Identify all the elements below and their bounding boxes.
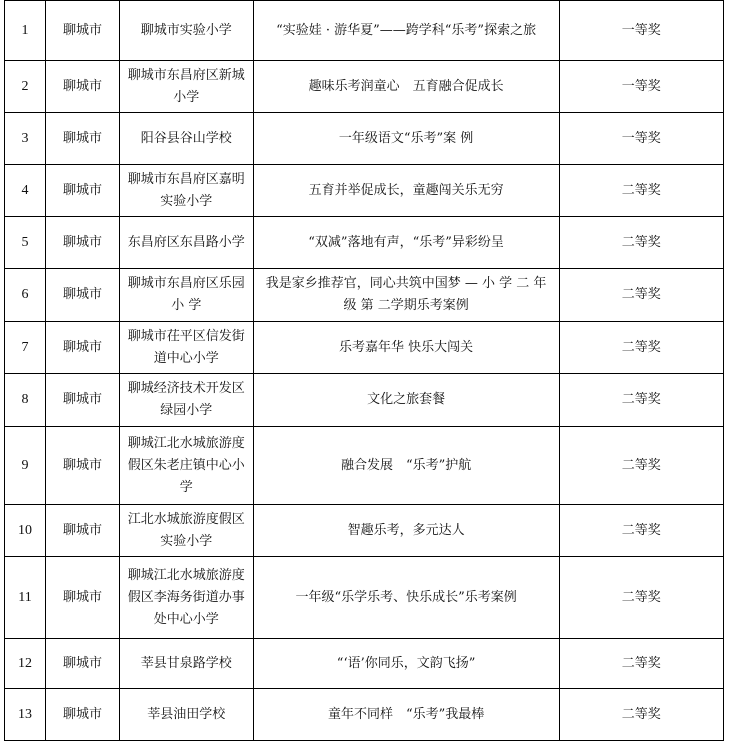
award-cell: 一等奖 — [559, 113, 723, 165]
table-row — [5, 113, 724, 165]
row-number: 11 — [5, 557, 46, 639]
row-number: 12 — [5, 639, 46, 689]
row-number: 5 — [5, 217, 46, 269]
case-title-cell: 融合发展 “乐考”护航 — [253, 427, 559, 505]
table-row — [5, 505, 724, 557]
table-row — [5, 269, 724, 322]
city-cell: 聊城市 — [46, 165, 120, 217]
case-title-cell: 童年不同样 “乐考”我最棒 — [253, 689, 559, 741]
award-cell: 二等奖 — [559, 505, 723, 557]
school-cell: 聊城市东昌府区嘉明实验小学 — [120, 165, 254, 217]
school-cell: 聊城市东昌府区乐园小 学 — [120, 269, 254, 322]
school-cell: 东昌府区东昌路小学 — [120, 217, 254, 269]
row-number: 2 — [5, 61, 46, 113]
award-cell: 二等奖 — [559, 374, 723, 427]
city-cell: 聊城市 — [46, 217, 120, 269]
city-cell: 聊城市 — [46, 374, 120, 427]
case-title-cell: “双减”落地有声，“乐考”异彩纷呈 — [253, 217, 559, 269]
award-cell: 一等奖 — [559, 1, 723, 61]
school-cell: 莘县甘泉路学校 — [120, 639, 254, 689]
city-cell: 聊城市 — [46, 113, 120, 165]
case-title-cell: 智趣乐考，多元达人 — [253, 505, 559, 557]
case-title-cell: “实验娃 · 游华夏”——跨学科“乐考”探索之旅 — [253, 1, 559, 61]
city-cell: 聊城市 — [46, 269, 120, 322]
school-cell: 聊城江北水城旅游度假区李海务街道办事处中心小学 — [120, 557, 254, 639]
row-number: 3 — [5, 113, 46, 165]
awards-table-body — [5, 1, 724, 741]
school-cell: 莘县油田学校 — [120, 689, 254, 741]
school-cell: 阳谷县谷山学校 — [120, 113, 254, 165]
award-cell: 二等奖 — [559, 689, 723, 741]
row-number: 8 — [5, 374, 46, 427]
city-cell: 聊城市 — [46, 427, 120, 505]
city-cell: 聊城市 — [46, 1, 120, 61]
city-cell: 聊城市 — [46, 322, 120, 374]
city-cell: 聊城市 — [46, 689, 120, 741]
case-title-cell: 一年级“乐学乐考、快乐成长”乐考案例 — [253, 557, 559, 639]
case-title-cell: 一年级语文“乐考”案 例 — [253, 113, 559, 165]
city-cell: 聊城市 — [46, 639, 120, 689]
awards-table — [4, 0, 724, 741]
case-title-cell: 趣味乐考润童心 五育融合促成长 — [253, 61, 559, 113]
table-row — [5, 639, 724, 689]
row-number: 4 — [5, 165, 46, 217]
row-number: 1 — [5, 1, 46, 61]
award-cell: 二等奖 — [559, 269, 723, 322]
school-cell: 聊城市东昌府区新城小学 — [120, 61, 254, 113]
row-number: 13 — [5, 689, 46, 741]
award-cell: 二等奖 — [559, 427, 723, 505]
city-cell: 聊城市 — [46, 505, 120, 557]
award-cell: 二等奖 — [559, 639, 723, 689]
case-title-cell: 我是家乡推荐官，同心共筑中国梦 — 小 学 二 年 级 第 二学期乐考案例 — [253, 269, 559, 322]
case-title-cell: 文化之旅套餐 — [253, 374, 559, 427]
case-title-cell: “‘语’你同乐，文韵飞扬” — [253, 639, 559, 689]
row-number: 7 — [5, 322, 46, 374]
school-cell: 聊城市实验小学 — [120, 1, 254, 61]
school-cell: 江北水城旅游度假区实验小学 — [120, 505, 254, 557]
city-cell: 聊城市 — [46, 61, 120, 113]
table-row — [5, 1, 724, 61]
table-row — [5, 427, 724, 505]
row-number: 10 — [5, 505, 46, 557]
award-cell: 二等奖 — [559, 557, 723, 639]
table-row — [5, 374, 724, 427]
row-number: 6 — [5, 269, 46, 322]
table-row — [5, 557, 724, 639]
case-title-cell: 乐考嘉年华 快乐大闯关 — [253, 322, 559, 374]
table-row — [5, 689, 724, 741]
table-row — [5, 61, 724, 113]
school-cell: 聊城江北水城旅游度假区朱老庄镇中心小学 — [120, 427, 254, 505]
city-cell: 聊城市 — [46, 557, 120, 639]
school-cell: 聊城市茌平区信发街道中心小学 — [120, 322, 254, 374]
award-cell: 二等奖 — [559, 165, 723, 217]
table-row — [5, 322, 724, 374]
award-cell: 二等奖 — [559, 217, 723, 269]
school-cell: 聊城经济技术开发区绿园小学 — [120, 374, 254, 427]
case-title-cell: 五育并举促成长，童趣闯关乐无穷 — [253, 165, 559, 217]
row-number: 9 — [5, 427, 46, 505]
table-row — [5, 217, 724, 269]
award-cell: 一等奖 — [559, 61, 723, 113]
table-row — [5, 165, 724, 217]
award-cell: 二等奖 — [559, 322, 723, 374]
